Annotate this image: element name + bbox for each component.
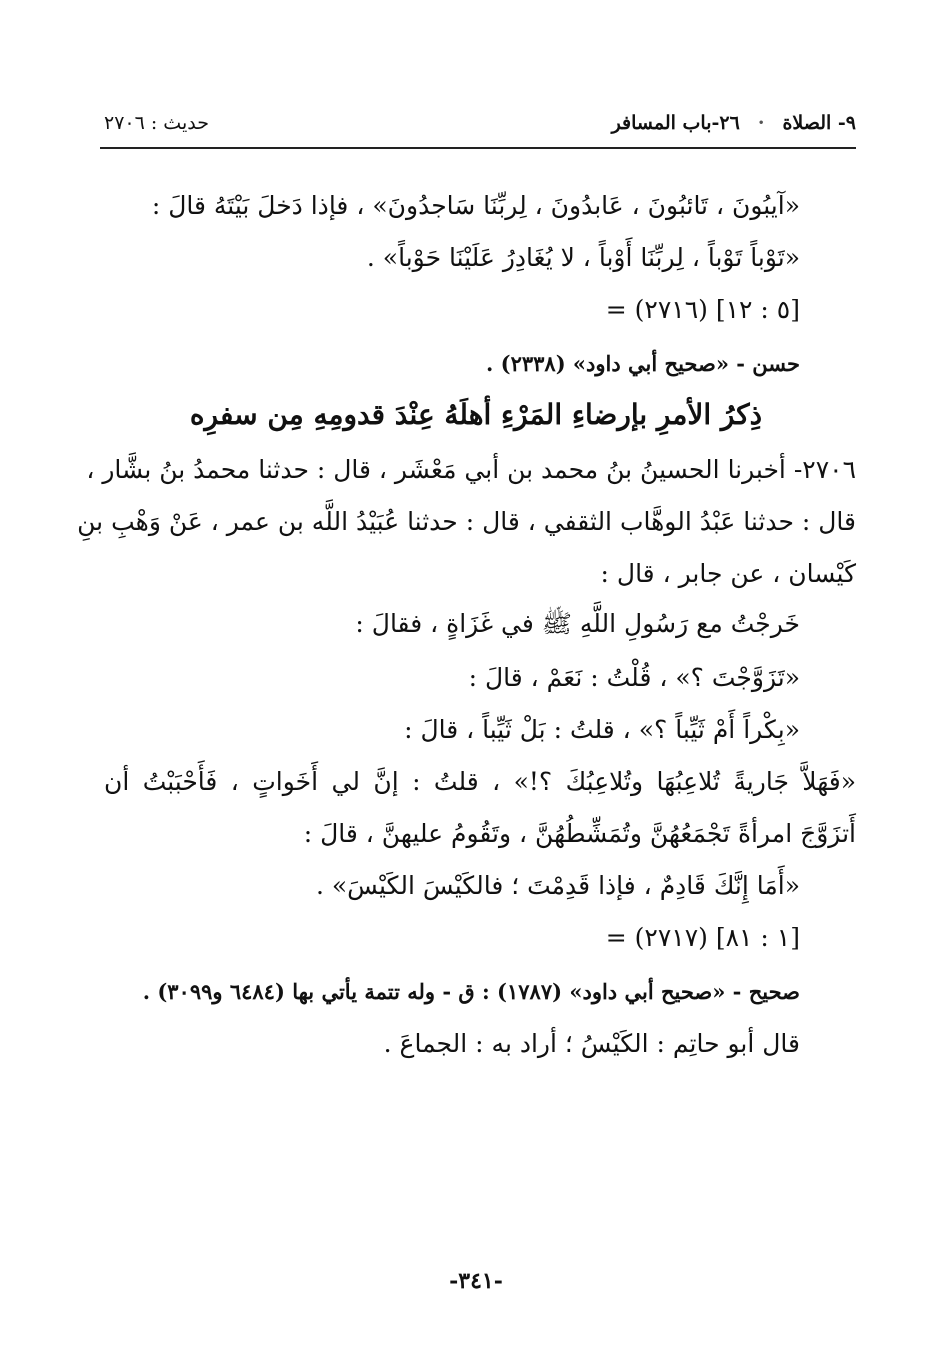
hadith-text-line-2: «تَزَوَّجْتَ ؟» ، قُلْتُ : نَعَمْ ، قالَ : (468, 663, 800, 692)
grading-line-2: صحيح - «صحيح أبي داود» (١٧٨٧) : ق - وله تتمة يأتي بها (٦٤٨٤ و٣٠٩٩) . (142, 979, 800, 1004)
hadith-chain-line-3: كَيْسان ، عن جابر ، قال : (600, 559, 856, 588)
commentary-line: قال أبو حاتِم : الكَيْسُ ؛ أراد به : الجماعَ . (383, 1029, 800, 1058)
running-header-chapter (612, 112, 856, 134)
page-number: -٣٤١- (449, 1268, 503, 1294)
hadith-text-line-4: «فَهَلاَّ جَاريةً تُلاعِبُهَا وتُلاعِبُكَ ؟!» ، قلتُ : إنَّ لي أَخَواتٍ ، فَأَحْبَبْتُ أن (104, 767, 856, 796)
chapter-title: ٩- الصلاة (782, 112, 856, 134)
text-line-1: «آيبُونَ ، تَائبُونَ ، عَابدُونَ ، لِربِّنَا سَاجدُونَ» ، فإذا دَخلَ بَيْتَهُ قالَ : (151, 191, 800, 220)
grading-line-1: حسن - «صحيح أبي داود» (٢٣٣٨) . (486, 351, 800, 376)
running-header-hadith: حديث : ٢٧٠٦ (104, 112, 209, 134)
hadith-text-line-1: خَرجْتُ مع رَسُولِ اللَّهِ ﷺ في غَزَاةٍ ، فقالَ : (355, 609, 800, 638)
section-title-header: ٢٦-باب المسافر (611, 112, 740, 134)
reference-line-1: = (٢٧١٦) [٥ : ١٢] (605, 295, 800, 324)
chapter-heading: ذِكرُ الأمرِ بإرضاءِ المَرْءِ أهلَهُ عِنْدَ قدومِهِ مِن سفرِه (189, 398, 763, 431)
reference-line-2: = (٢٧١٧) [١ : ٨١] (605, 923, 800, 952)
hadith-chain-line-2: قال : حدثنا عَبْدُ الوهَّاب الثقفي ، قال : حدثنا عُبَيْدُ اللَّه بن عمر ، عَنْ وَهْبِ بنِ (77, 507, 856, 536)
text-line-2: «تَوْباً تَوْباً ، لِربِّنَا أَوْباً ، لا يُغَادِرُ عَلَيْنَا حَوْباً» . (366, 243, 800, 272)
hadith-text-line-5: أَتزَوَّجَ امرأةً تَجْمَعُهُنَّ وتُمَشِّطُهُنَّ ، وتَقُومُ عليهنَّ ، قالَ : (303, 819, 856, 848)
separator-dot: · (757, 112, 765, 134)
header-rule (100, 147, 856, 149)
hadith-text-line-3: «بِكْراً أَمْ ثَيِّباً ؟» ، قلتُ : بَلْ ثَيِّباً ، قالَ : (404, 715, 800, 744)
hadith-text-line-6: «أَمَا إِنَّكَ قَادِمٌ ، فإذا قَدِمْتَ ؛ فالكَيْسَ الكَيْسَ» . (315, 871, 800, 900)
hadith-chain-line-1: ٢٧٠٦- أخبرنا الحسينُ بنُ محمد بن أبي مَعْشَر ، قال : حدثنا محمدُ بنُ بشَّار ، (86, 455, 856, 484)
